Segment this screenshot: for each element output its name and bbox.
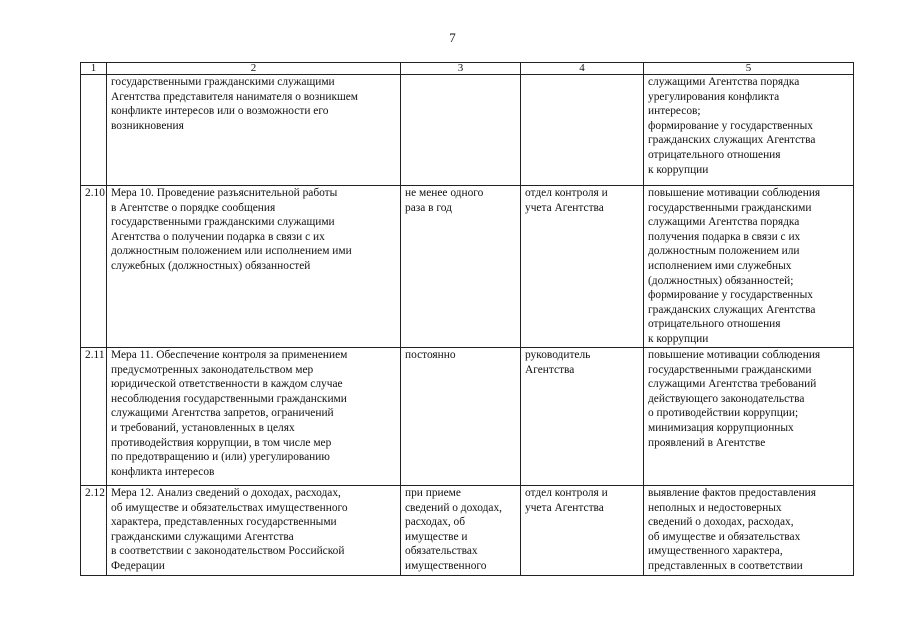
table-header-row	[81, 63, 854, 75]
column-header-4: 4	[521, 63, 644, 75]
result-cell: служащими Агентства порядка урегулирования конфликта интересов; формирование у государственных гражданских служащих Агентства отрицательного отношения к коррупции	[644, 75, 854, 186]
table-row	[81, 486, 854, 576]
table-row	[81, 348, 854, 486]
row-number: 2.11	[81, 348, 107, 486]
row-number: 2.12	[81, 486, 107, 576]
row-number	[81, 75, 107, 186]
deadline-cell	[401, 75, 521, 186]
page-number: 7	[449, 30, 456, 45]
responsible-cell: отдел контроля и учета Агентства	[521, 486, 644, 576]
column-header-2: 2	[107, 63, 401, 75]
measure-cell: государственными гражданскими служащими Агентства представителя нанимателя о возникшем конфликте интересов или о возможности его возникновения	[107, 75, 401, 186]
result-cell: повышение мотивации соблюдения государственными гражданскими служащими Агентства порядка получения подарка в связи с их должностным положением или исполнением ими служебных (должностных) обязанностей; формирование у государственных гражданских служащих Агентства отрицательного отношения к коррупции	[644, 186, 854, 348]
deadline-cell: постоянно	[401, 348, 521, 486]
column-header-3: 3	[401, 63, 521, 75]
measure-cell: Мера 11. Обеспечение контроля за применением предусмотренных законодательством мер юридической ответственности в каждом случае несоблюдения государственными гражданскими служащими Агентства запретов, ограничений и требований, установленных в целях противодействия коррупции, в том числе мер по предотвращению и (или) урегулированию конфликта интересов	[107, 348, 401, 486]
deadline-cell: не менее одного раза в год	[401, 186, 521, 348]
deadline-cell: при приеме сведений о доходах, расходах, об имуществе и обязательствах имущественного	[401, 486, 521, 576]
result-cell: выявление фактов предоставления неполных и недостоверных сведений о доходах, расходах, об имуществе и обязательствах имущественного характера, представленных в соответствии	[644, 486, 854, 576]
responsible-cell: руководитель Агентства	[521, 348, 644, 486]
row-number: 2.10	[81, 186, 107, 348]
column-header-5: 5	[644, 63, 854, 75]
measure-cell: Мера 12. Анализ сведений о доходах, расходах, об имуществе и обязательствах имущественного характера, представленных государственными гражданскими служащими Агентства в соответствии с законодательством Российской Федерации	[107, 486, 401, 576]
column-header-1: 1	[81, 63, 107, 75]
result-cell: повышение мотивации соблюдения государственными гражданскими служащими Агентства требований действующего законодательства о противодействии коррупции; минимизация коррупционных проявлений в Агентстве	[644, 348, 854, 486]
responsible-cell: отдел контроля и учета Агентства	[521, 186, 644, 348]
responsible-cell	[521, 75, 644, 186]
measures-table	[80, 62, 854, 576]
measure-cell: Мера 10. Проведение разъяснительной работы в Агентстве о порядке сообщения государственными гражданскими служащими Агентства о получении подарка в связи с их должностным положением или исполнением ими служебных (должностных) обязанностей	[107, 186, 401, 348]
table-row	[81, 186, 854, 348]
table-row	[81, 75, 854, 186]
